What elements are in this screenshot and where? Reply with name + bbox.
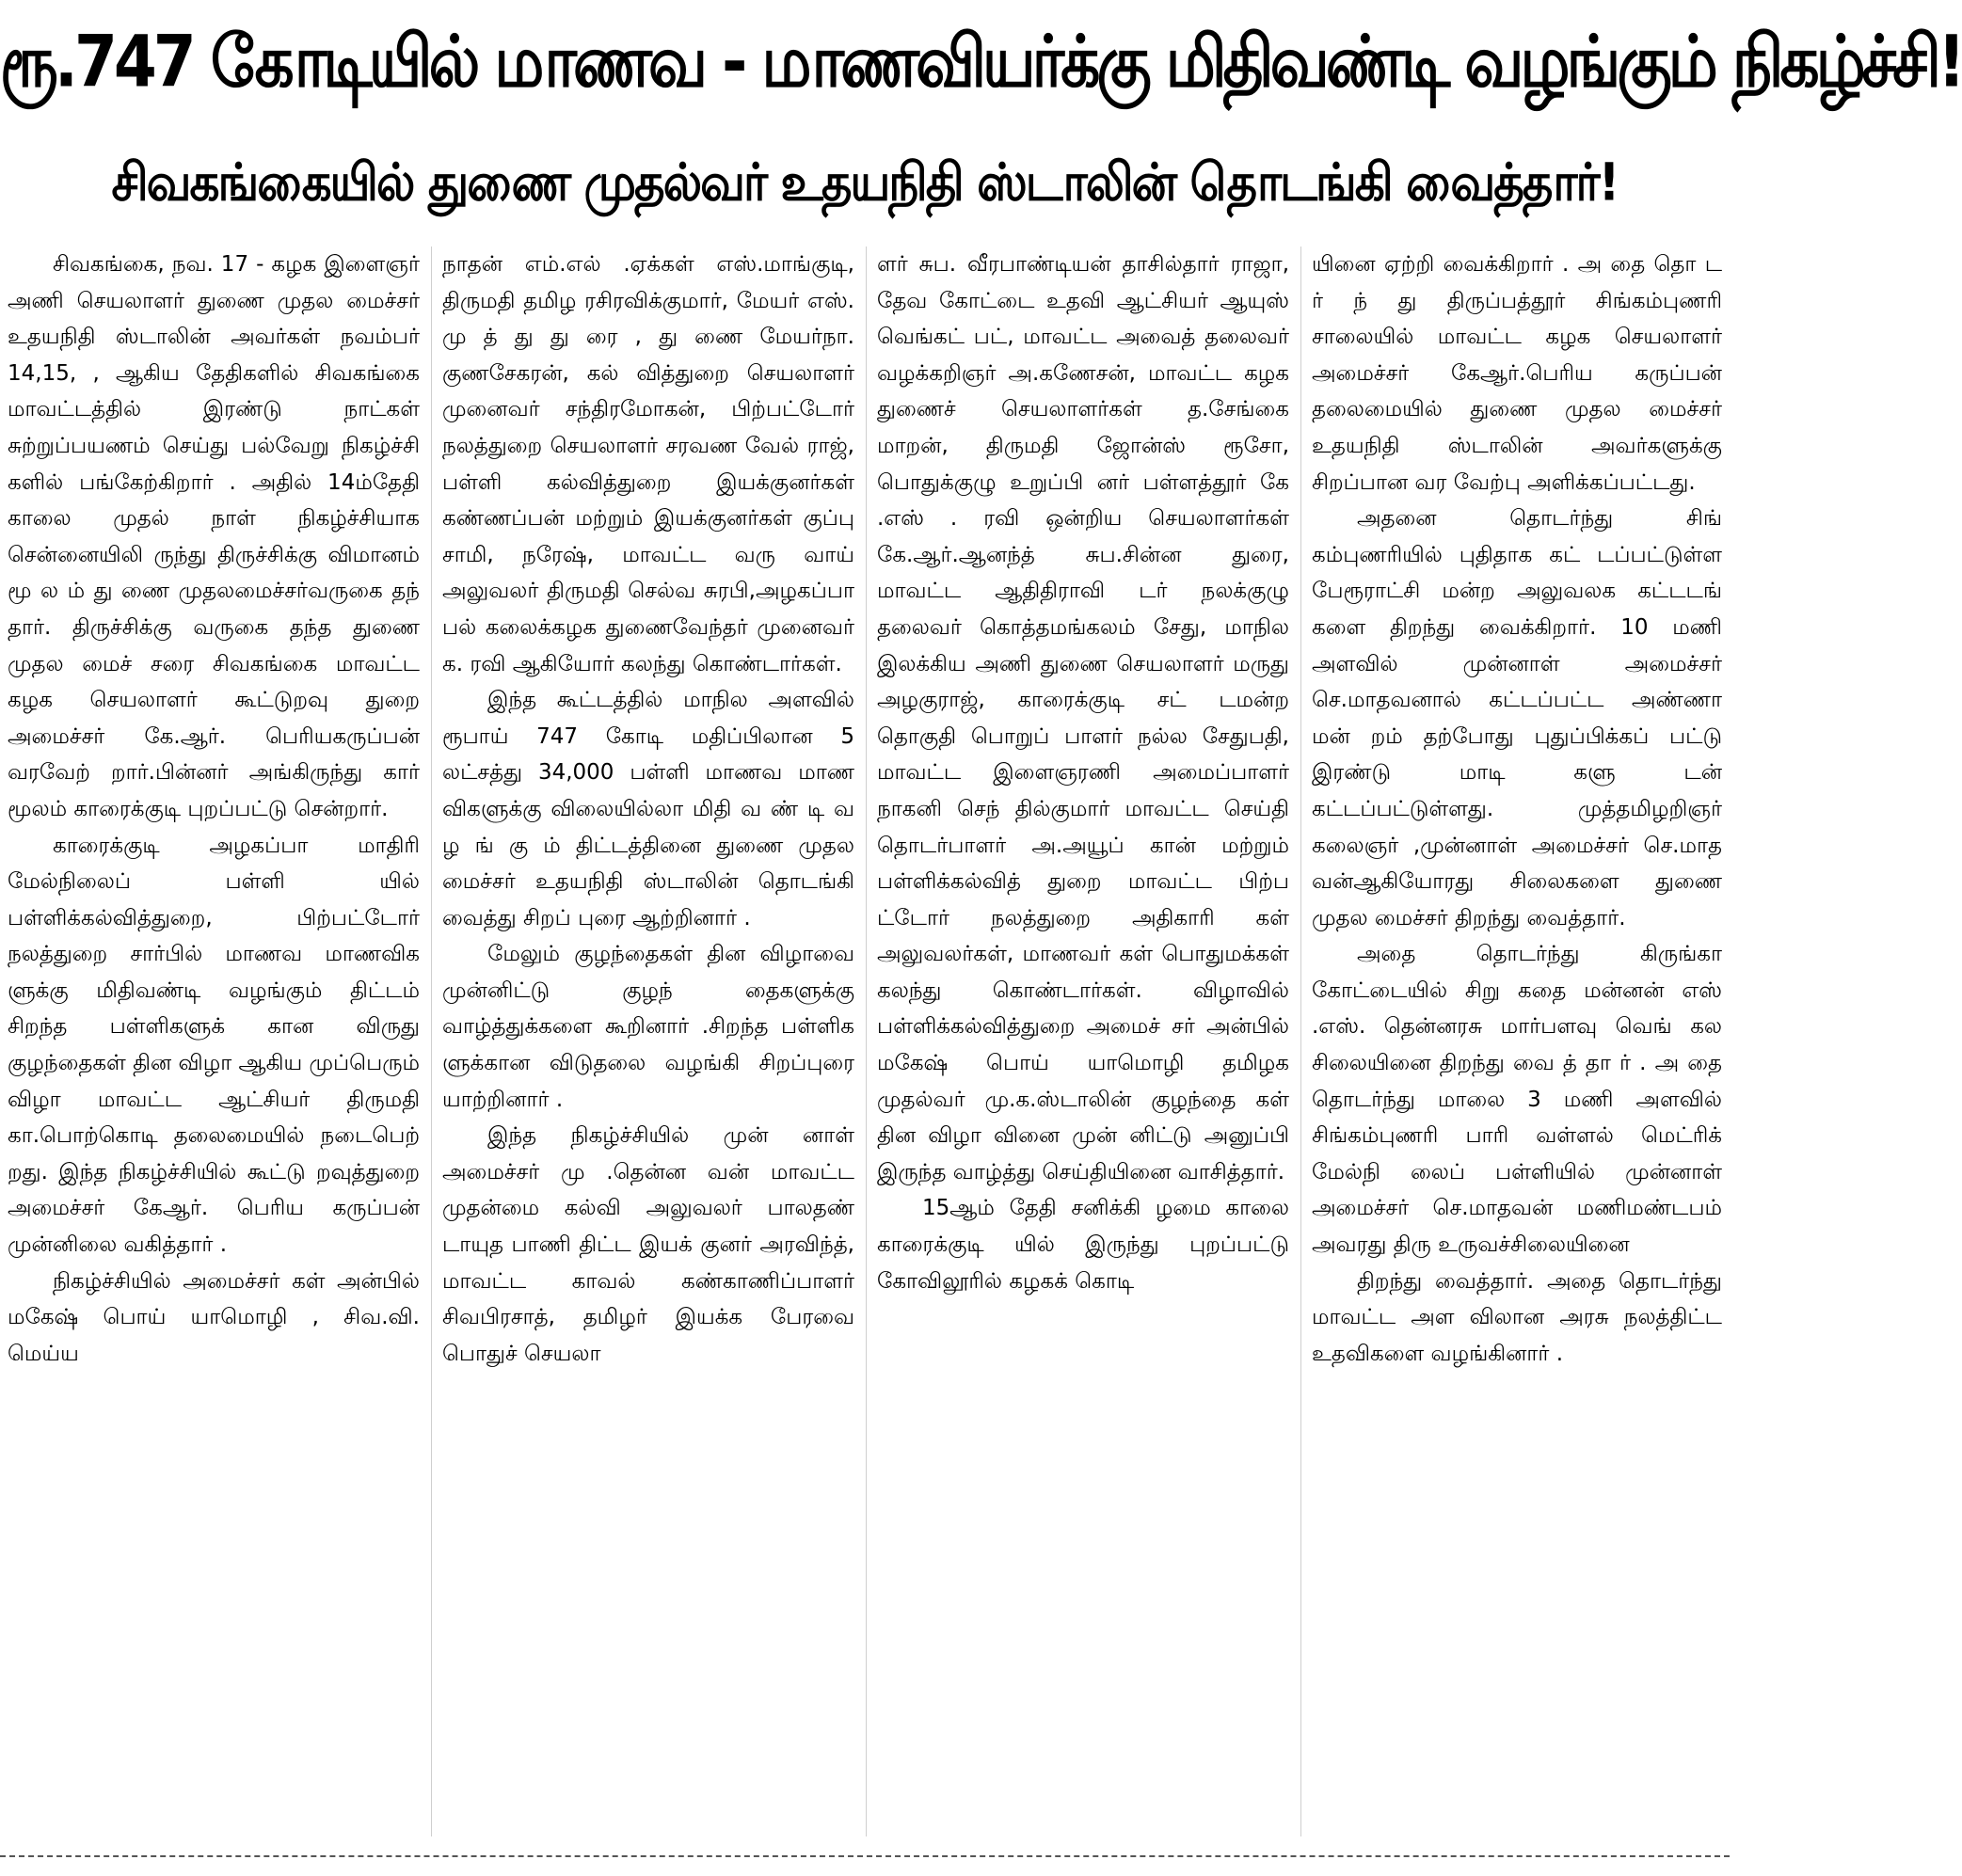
paragraph: காரைக்குடி அழகப்பா மாதிரி மேல்நிலைப் பள்ளி யில் பள்ளிக்கல்வித்துறை, பிற்பட்டோர் நலத்துறை சார்பில் மாணவ மாணவிக ளுக்கு மிதிவண்டி வழங்கும் திட்டம் சிறந்த பள்ளிகளுக் கான விருது குழந்தைகள் தின விழா ஆகிய முப்பெரும் விழா மாவட்ட ஆட்சியர் திருமதி கா.பொற்கொடி தலைமையில் நடைபெற் றது. இந்த நிகழ்ச்சியில் கூட்டு றவுத்துறை அமைச்சர் கேஆர். பெரிய கருப்பன் முன்னிலை வகித்தார் . bbox=[8, 833, 421, 1258]
paragraph: 15ஆம் தேதி சனிக்கி ழமை காலை காரைக்குடி யில் இருந்து புறப்பட்டு கோவிலூரில் கழகக் கொடி bbox=[877, 1196, 1289, 1294]
article-column-4 bbox=[1312, 246, 1722, 1838]
paragraph: ளர் சுப. வீரபாண்டியன் தாசில்தார் ராஜா, தேவ கோட்டை உதவி ஆட்சியர் ஆயுஸ் வெங்கட் பட், மாவட்ட அவைத் தலைவர் வழக்கறிஞர் அ.கணேசன், மாவட்ட கழக துணைச் செயலாளர்கள் த.சேங்கை மாறன், திருமதி ஜோன்ஸ் ரூசோ, பொதுக்குழு உறுப்பி னர் பள்ளத்தூர் கே .எஸ் . ரவி ஒன்றிய செயலாளர்கள் கே.ஆர்.ஆனந்த் சுப.சின்ன துரை, மாவட்ட ஆதிதிராவி டர் நலக்குழு தலைவர் கொத்தமங்கலம் சேது, மாநில இலக்கிய அணி துணை செயலாளர் மருது அழகுராஜ், காரைக்குடி சட் டமன்ற தொகுதி பொறுப் பாளர் நல்ல சேதுபதி, மாவட்ட இளைஞரணி அமைப்பாளர் நாகனி செந் தில்குமார் மாவட்ட செய்தி தொடர்பாளர் அ.அயூப் கான் மற்றும் பள்ளிக்கல்வித் துறை மாவட்ட பிற்ப ட்டோர் நலத்துறை அதிகாரி கள் அலுவலர்கள், மாணவர் கள் பொதுமக்கள் கலந்து கொண்டார்கள். விழாவில் பள்ளிக்கல்வித்துறை அமைச் சர் அன்பில் மகேஷ் பொய் யாமொழி தமிழக முதல்வர் மு.க.ஸ்டாலின் குழந்தை கள் தின விழா வினை முன் னிட்டு அனுப்பி இருந்த வாழ்த்து செய்தியினை வாசித்தார். bbox=[877, 252, 1289, 1184]
article-column-3 bbox=[877, 246, 1289, 1838]
column-divider bbox=[866, 246, 867, 1836]
paragraph: யினை ஏற்றி வைக்கிறார் . அ தை தொ ட ர் ந் து திருப்பத்தூர் சிங்கம்புணரி சாலையில் மாவட்ட கழக செயலாளர் அமைச்சர் கேஆர்.பெரிய கருப்பன் தலைமையில் துணை முதல மைச்சர் உதயநிதி ஸ்டாலின் அவர்களுக்கு சிறப்பான வர வேற்பு அளிக்கப்பட்டது. bbox=[1312, 252, 1722, 495]
paragraph: அதனை தொடர்ந்து சிங் கம்புணரியில் புதிதாக கட் டப்பட்டுள்ள பேரூராட்சி மன்ற அலுவலக கட்டடங் களை திறந்து வைக்கிறார். 10 மணி அளவில் முன்னாள் அமைச்சர் செ.மாதவனால் கட்டப்பட்ட அண்ணா மன் றம் தற்போது புதுப்பிக்கப் பட்டு இரண்டு மாடி களு டன் கட்டப்பட்டுள்ளது. முத்தமிழறிஞர் கலைஞர் ,முன்னாள் அமைச்சர் செ.மாத வன்ஆகியோரது சிலைகளை துணை முதல மைச்சர் திறந்து வைத்தார். bbox=[1312, 506, 1722, 930]
paragraph: அதை தொடர்ந்து கிருங்கா கோட்டையில் சிறு கதை மன்னன் எஸ் .எஸ். தென்னரசு மார்பளவு வெங் கல சிலையினை திறந்து வை த் தா ர் . அ தை தொடர்ந்து மாலை 3 மணி அளவில் சிங்கம்புணரி பாரி வள்ளல் மெட்ரிக் மேல்நி லைப் பள்ளியில் முன்னாள் அமைச்சர் செ.மாதவன் மணிமண்டபம் அவரது திரு உருவச்சிலையினை bbox=[1312, 942, 1722, 1258]
column-divider bbox=[1300, 246, 1301, 1836]
paragraph: இந்த கூட்டத்தில் மாநில அளவில் ரூபாய் 747 கோடி மதிப்பிலான 5 லட்சத்து 34,000 பள்ளி மாணவ மாண விகளுக்கு விலையில்லா மிதி வ ண் டி வ ழ ங் கு ம் திட்டத்தினை துணை முதல மைச்சர் உதயநிதி ஸ்டாலின் தொடங்கி வைத்து சிறப் புரை ஆற்றினார் . bbox=[442, 688, 854, 930]
paragraph: நாதன் எம்.எல் .ஏக்கள் எஸ்.மாங்குடி, திருமதி தமிழ ரசிரவிக்குமார், மேயர் எஸ். மு த் து து ரை , து ணை மேயர்நா. குணசேகரன், கல் வித்துறை செயலாளர் முனைவர் சந்திரமோகன், பிற்பட்டோர் நலத்துறை செயலாளர் சரவண வேல் ராஜ், பள்ளி கல்வித்துறை இயக்குனர்கள் கண்ணப்பன் மற்றும் இயக்குனர்கள் குப்பு சாமி, நரேஷ், மாவட்ட வரு வாய் அலுவலர் திருமதி செல்வ சுரபி,அழகப்பா பல் கலைக்கழக துணைவேந்தர் முனைவர் க. ரவி ஆகியோர் கலந்து கொண்டார்கள். bbox=[442, 252, 854, 676]
cut-line-divider bbox=[0, 1855, 1730, 1857]
paragraph: சிவகங்கை, நவ. 17 - கழக இளைஞர் அணி செயலாளர் துணை முதல மைச்சர் உதயநிதி ஸ்டாலின் அவர்கள் நவம்பர் 14,15, , ஆகிய தேதிகளில் சிவகங்கை மாவட்டத்தில் இரண்டு நாட்கள் சுற்றுப்பயணம் செய்து பல்வேறு நிகழ்ச்சி களில் பங்கேற்கிறார் . அதில் 14ம்தேதி காலை முதல் நாள் நிகழ்ச்சியாக சென்னையிலி ருந்து திருச்சிக்கு விமானம் மூ ல ம் து ணை முதலமைச்சர்வருகை தந் தார். திருச்சிக்கு வருகை தந்த துணை முதல மைச் சரை சிவகங்கை மாவட்ட கழக செயலாளர் கூட்டுறவு துறை அமைச்சர் கே.ஆர். பெரியகருப்பன் வரவேற் றார்.பின்னர் அங்கிருந்து கார் மூலம் காரைக்குடி புறப்பட்டு சென்றார். bbox=[8, 252, 420, 821]
article-column-1 bbox=[8, 246, 420, 1838]
paragraph: இந்த நிகழ்ச்சியில் முன் னாள் அமைச்சர் மு .தென்ன வன் மாவட்ட முதன்மை கல்வி அலுவலர் பாலதண் டாயுத பாணி திட்ட இயக் குனர் அரவிந்த், மாவட்ட காவல் கண்காணிப்பாளர் சிவபிரசாத், தமிழர் இயக்க பேரவை பொதுச் செயலா bbox=[442, 1123, 854, 1366]
paragraph: திறந்து வைத்தார். அதை தொடர்ந்து மாவட்ட அள விலான அரசு நலத்திட்ட உதவிகளை வழங்கினார் . bbox=[1312, 1268, 1722, 1366]
subheadline: சிவகங்கையில் துணை முதல்வர் உதயநிதி ஸ்டாலின் தொடங்கி வைத்தார்! bbox=[111, 152, 1619, 213]
paragraph: நிகழ்ச்சியில் அமைச்சர் கள் அன்பில் மகேஷ் பொய் யாமொழி , சிவ.வி. மெய்ய bbox=[8, 1268, 420, 1366]
headline: ரூ.747 கோடியில் மாணவ - மாணவியர்க்கு மிதிவண்டி வழங்கும் நிகழ்ச்சி! bbox=[0, 20, 1962, 103]
article-column-2 bbox=[442, 246, 854, 1838]
column-divider bbox=[431, 246, 432, 1836]
paragraph: மேலும் குழந்தைகள் தின விழாவை முன்னிட்டு குழந் தைகளுக்கு வாழ்த்துக்களை கூறினார் .சிறந்த பள்ளிக ளுக்கான விடுதலை வழங்கி சிறப்புரை யாற்றினார் . bbox=[442, 942, 854, 1112]
